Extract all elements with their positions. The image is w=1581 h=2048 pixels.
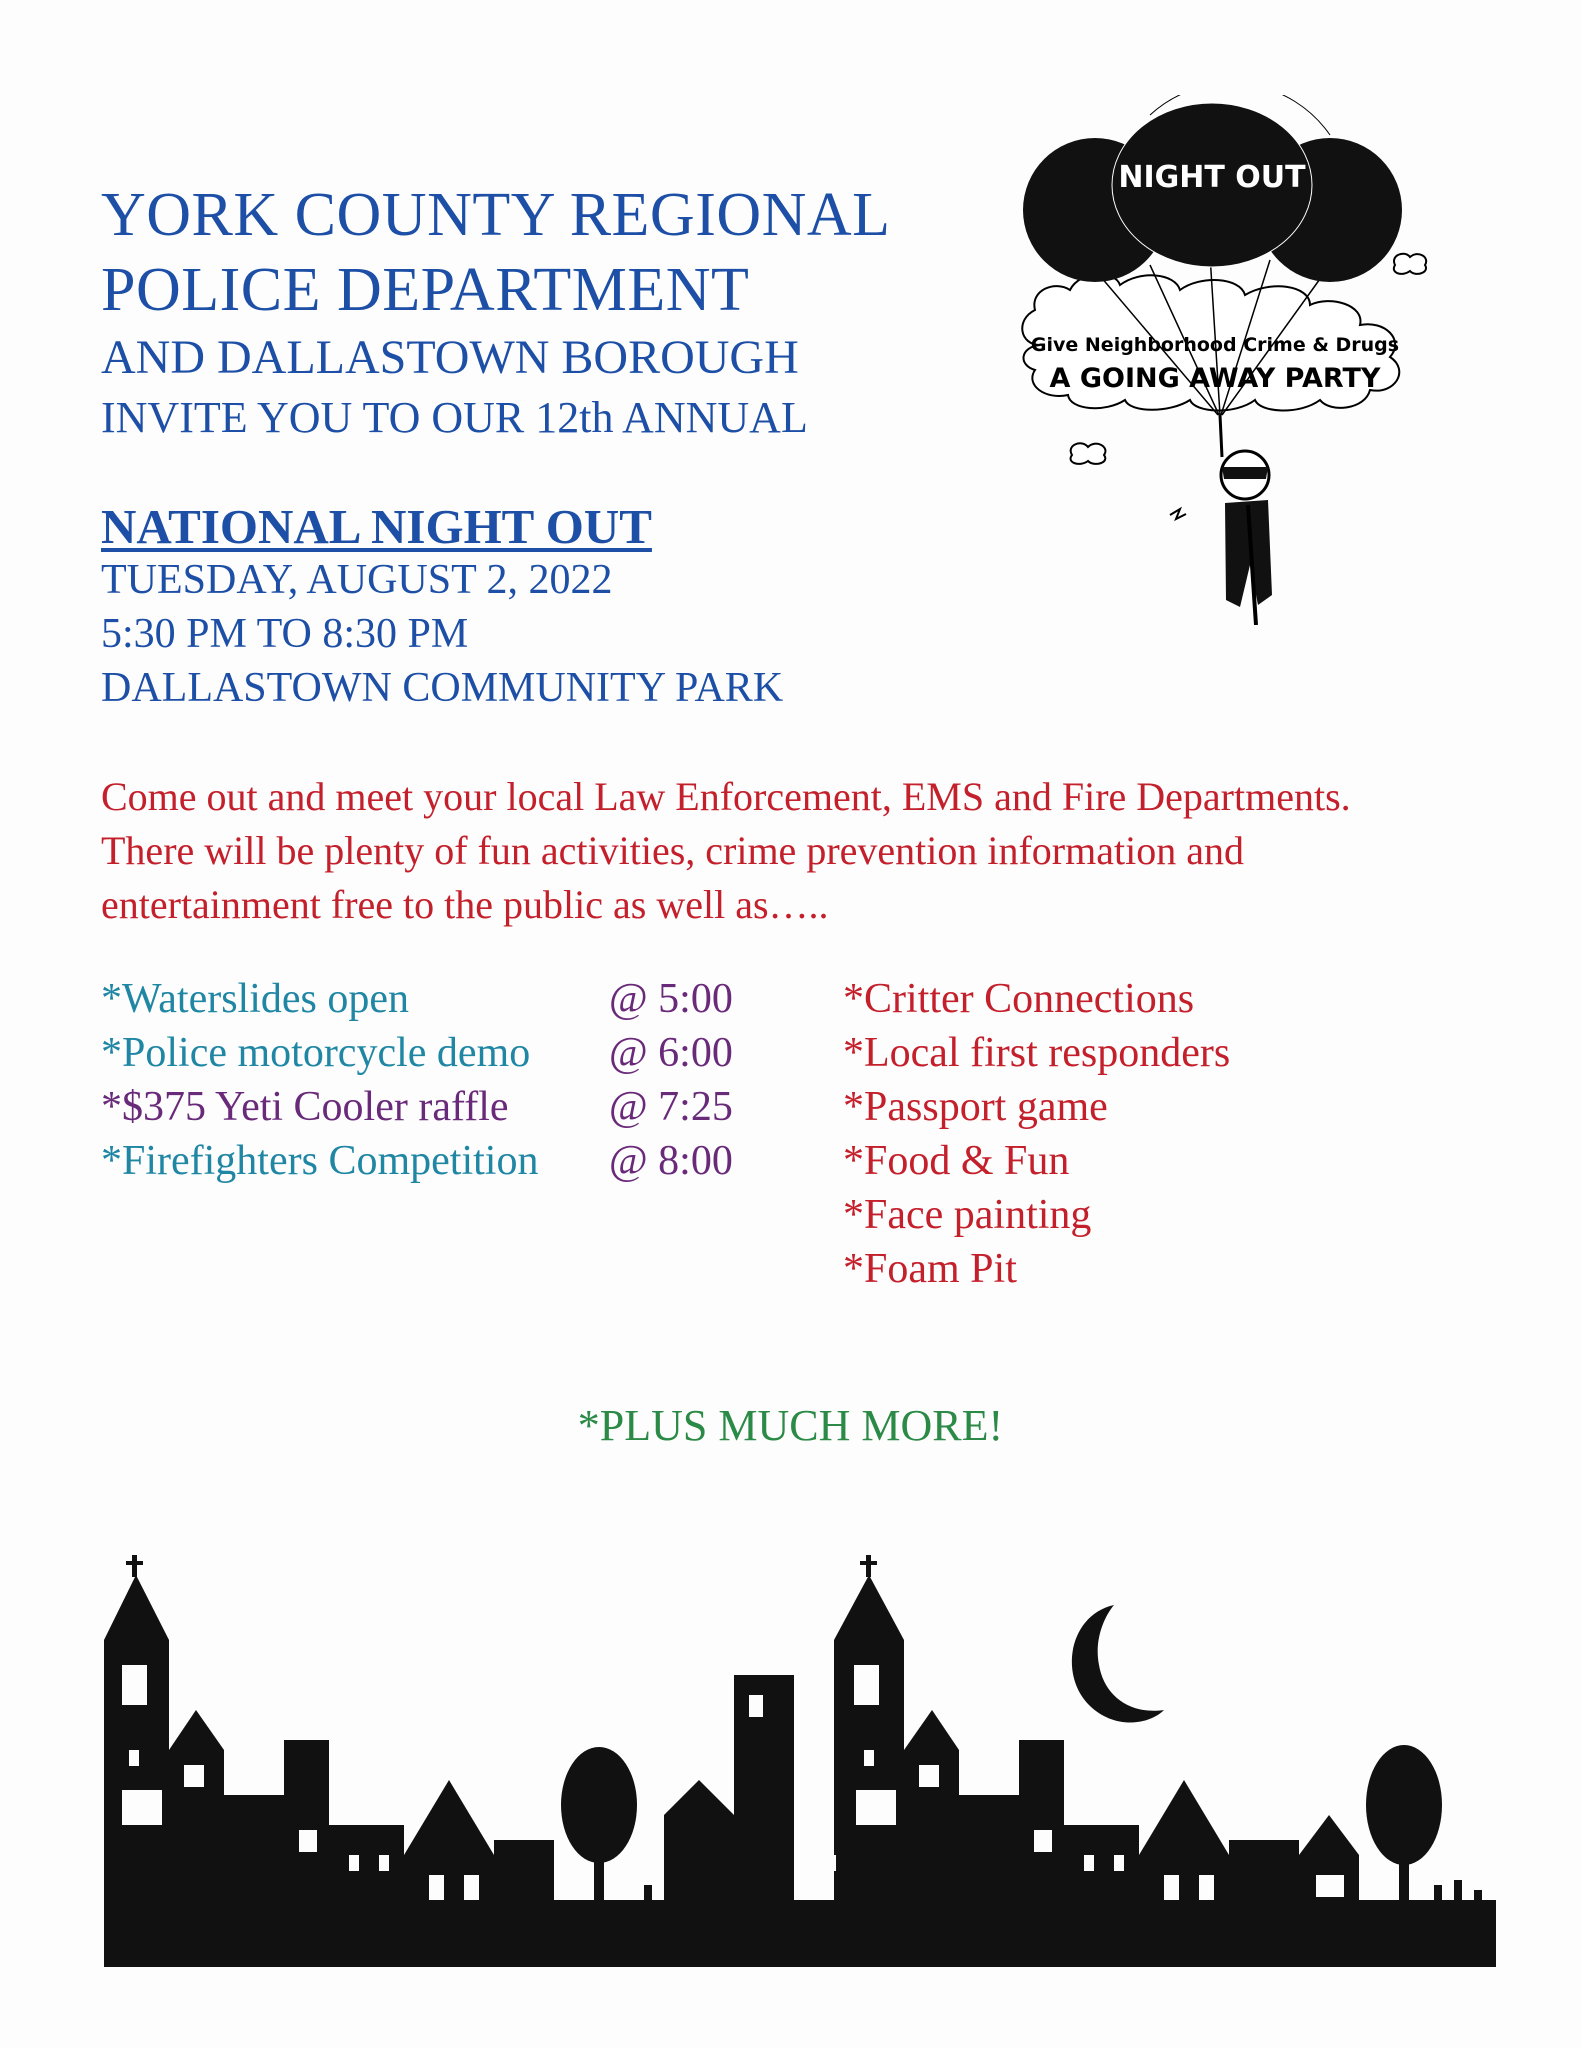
event-title: NATIONAL NIGHT OUT — [101, 499, 652, 554]
schedule-time: @ 7:25 — [609, 1084, 733, 1130]
attraction-item: *Critter Connections — [843, 976, 1195, 1022]
header-title-line1: YORK COUNTY REGIONAL — [101, 181, 891, 249]
moon-icon — [1072, 1605, 1164, 1723]
schedule-row-raffle — [101, 1083, 781, 1137]
national-night-out-logo — [1000, 95, 1450, 625]
attraction-item: *Local first responders — [843, 1030, 1231, 1076]
schedule-time: @ 5:00 — [609, 976, 733, 1022]
header-subtitle-line1: AND DALLASTOWN BOROUGH — [101, 331, 799, 384]
event-date: TUESDAY, AUGUST 2, 2022 — [101, 557, 613, 603]
plus-much-more: *PLUS MUCH MORE! — [577, 1401, 1004, 1450]
town-skyline-illustration — [104, 1555, 1496, 1967]
logo-balloon-text: NIGHT OUT — [1118, 160, 1306, 195]
header-subtitle-line2: INVITE YOU TO OUR 12th ANNUAL — [101, 393, 808, 442]
header-title-line2: POLICE DEPARTMENT — [101, 256, 750, 324]
schedule-label: *$375 Yeti Cooler raffle — [101, 1084, 509, 1130]
attraction-item: *Foam Pit — [843, 1246, 1017, 1292]
attraction-item: *Face painting — [843, 1192, 1092, 1238]
schedule-label: *Police motorcycle demo — [101, 1030, 531, 1076]
event-time: 5:30 PM TO 8:30 PM — [101, 611, 469, 657]
schedule-label: *Firefighters Competition — [101, 1138, 539, 1184]
event-location: DALLASTOWN COMMUNITY PARK — [101, 665, 784, 711]
schedule-time: @ 8:00 — [609, 1138, 733, 1184]
schedule-label: *Waterslides open — [101, 976, 410, 1022]
attraction-item: *Food & Fun — [843, 1138, 1070, 1184]
attraction-item: *Passport game — [843, 1084, 1108, 1130]
intro-paragraph: Come out and meet your local Law Enforcement, EMS and Fire Departments. There will be plenty of fun activities, crime prevention information and entertainment free to the public as well as….. — [101, 774, 1351, 927]
logo-banner-line1: Give Neighborhood Crime & Drugs — [1030, 334, 1400, 356]
logo-banner-line2: A GOING AWAY PARTY — [1049, 363, 1381, 394]
schedule-row-firefighters — [101, 1137, 781, 1191]
schedule-row-waterslides — [101, 975, 781, 1029]
schedule-row-motorcycle — [101, 1029, 781, 1083]
schedule-time: @ 6:00 — [609, 1030, 733, 1076]
hanging-man-icon — [1170, 415, 1272, 625]
